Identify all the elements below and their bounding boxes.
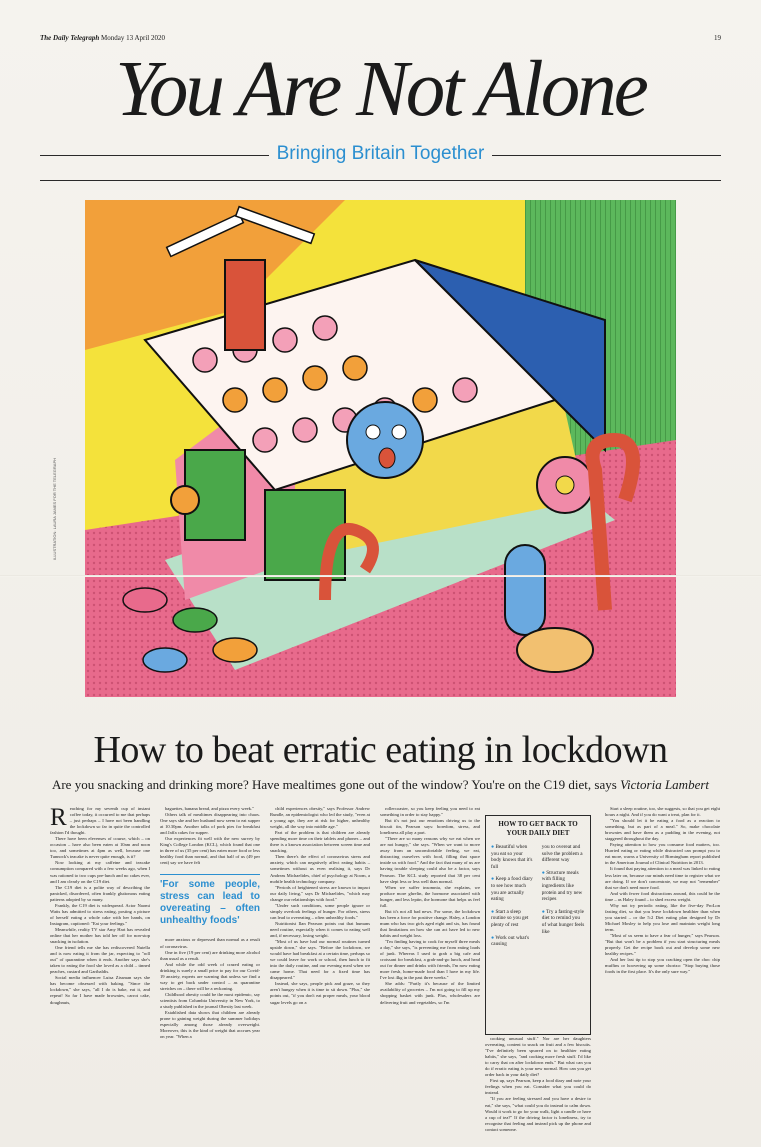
tip-text: Beautiful when you eat so your body knows that it's full: [491, 844, 533, 870]
paragraph: Social media influencer Luisa Zissman says she has become obsessed with baking. "Since the lockdown," she says, "all I do is bake, eat it, and repeat! So far I have made brownies, carrot cake, doughnuts,: [50, 975, 150, 1005]
paragraph: One in five (19 per cent) are drinking more alcohol than usual as a result.: [160, 949, 260, 961]
masthead-subtitle: Bringing Britain Together: [269, 143, 493, 164]
paragraph: baguettes, banana bread, and pizza every week.": [165, 806, 254, 811]
tip-text: Start a sleep routine so you get plenty of rest: [491, 908, 529, 928]
bullet-icon: ●: [491, 844, 496, 850]
paragraph: Nutritionist Ilan Pearson points out that humans need routine, especially when it comes to eating well and, if necessary, losing weight.: [270, 920, 370, 938]
tips-box: [485, 815, 591, 1035]
bullet-icon: ●: [491, 934, 496, 941]
paragraph: Our experiences fit well with the new survey by King's College London (KCL), which found that one in three of us (35 per cent) has eaten more food or less healthy food than normal, and that half of us (49 per cent) say we have felt: [160, 836, 261, 866]
paragraph: There have been elevenses of course, which – on occasion – have also been eaten at 10am and noon too, and sometimes at 4pm as well, because one Tunnock's teacake is never quite enough, is it?: [50, 836, 150, 860]
paragraph: more anxious or depressed than normal as a result of coronavirus.: [160, 937, 260, 949]
paragraph: "If you are feeling stressed and you have a desire to eat," she says, "what could you do instead to calm down. Would it work to go for your walk, light a candle or have a cup of tea?" If the driving factor is loneliness, try to recognise that feeling and instead pick up the phone and contact someone.: [485, 1096, 591, 1132]
tip-item: [542, 844, 585, 864]
tip-item: [491, 935, 534, 948]
bullet-icon: ●: [541, 908, 547, 915]
column-3: [270, 806, 370, 1106]
paragraph: "Most of us seem to have a fear of hunger," says Pearson. "But that won't be a problem if you start structuring meals properly. Get the recipe book out and develop some new healthy recipes.": [605, 932, 720, 957]
standfirst-text: Are you snacking and drinking more? Have mealtimes gone out of the window? You're on the C19 diet, says: [51, 777, 617, 792]
paragraph: And her last tip to stop you cracking open the choc chip muffins or hoovering up some chorizo: "Stop buying those foods in the first place. It's the only sure way.": [605, 957, 720, 975]
paper-name: The Daily Telegraph: [40, 34, 100, 42]
paragraph: "Periods of heightened stress are known to impact our daily living," says Dr Michaelides, "which may change our relationships with food.": [270, 884, 370, 902]
tips-column-left: [491, 844, 534, 954]
tip-item: [542, 870, 585, 903]
subtitle-rule: [40, 180, 721, 181]
paragraph: Others talk of mealtimes disappearing into chaos. One says she and her husband now seem to eat supper at 10.30pm. Another talks of pork pies for breakfast and Jaffa cakes for supper.: [160, 812, 260, 836]
column-6: [605, 806, 720, 1106]
masthead-subtitle-wrap: [0, 143, 761, 165]
paragraph: "You should let it be eating a food as a reaction to something, but as part of a meal." So, make chocolate brownies and have them as a pudding in the evening, not staggered throughout the day.: [605, 818, 720, 842]
article-standfirst: [40, 777, 721, 793]
issue-date: Monday 13 April 2020: [101, 34, 165, 42]
paragraph: Paying attention to how you consume food matters, too. Hurried eating or eating while distracted can prompt you to eat more, warns a University of Birmingham report published in the American Journal of Clinical Nutrition in 2013.: [605, 842, 720, 866]
column-4: [380, 806, 480, 1106]
paragraph: Why not try periodic eating, like the five-day ProLon fasting diet, so that you leave lockdown healthier than when you started – or the 5:2 Diet eating plan designed by Dr Michael Mosley to help you lose and maintain weight long term.: [605, 902, 720, 932]
tip-text: you to overeat and solve the problem a different way: [541, 844, 583, 864]
cookie: [517, 628, 593, 672]
gingerbread-man: [171, 486, 199, 514]
page-fold: [0, 575, 761, 577]
chimney: [225, 260, 265, 350]
paragraph: Frankly, the C19 diet is widespread. Actor Naomi Watts has admitted to stress eating, posting a picture of herself eating a whole cake with her hands, on Instagram, captioned: "Eat your feelings.": [50, 902, 150, 926]
paragraph: She adds: "Partly it's because of the limited availability of groceries – I'm not going to fill up my shopping basket with junk. Plus, wholesalers are delivering fruit and vegetables, so I'm: [380, 981, 480, 1005]
paragraph: eaching for my seventh cup of instant coffee today, it occurred to me that perhaps – just perhaps – I have not been handling the lockdown so far in quite the controlled fashion I'd thought.: [50, 806, 150, 836]
column-5: [485, 1036, 591, 1132]
article-headline: How to beat erratic eating in lockdown: [93, 729, 668, 771]
gingerbread-house-illustration: [85, 200, 676, 697]
tip-item: [491, 909, 534, 929]
paragraph: It found that paying attention to a meal was linked to eating less later on, because our minds need time to register what we are doing. If we don't concentrate, we may not "remember" that we don't need more food.: [605, 866, 720, 890]
paragraph: Childhood obesity could be the most epidemic, say scientists from Columbia University in New York, to a study published in the journal Obesity last week.: [160, 991, 260, 1009]
paragraph: child experiences obesity," says Professor Andrew Rundle, an epidemiologist who led the study, "even at a young age, they are at risk for higher, unhealthy weight, all the way into middle age.": [270, 806, 370, 830]
drop-cap: R: [50, 804, 67, 831]
paragraph: Now looking at my caffeine and teacake consumption compared with a few weeks ago, when I was rationed to two cups pre-lunch and no cakes ever, and I am clearly on the C19 diet.: [50, 860, 150, 884]
masthead: [40, 40, 721, 152]
illustration-svg: [85, 200, 676, 697]
pull-quote: 'For some people, stress can lead to overeating – often unhealthy foods': [160, 874, 260, 927]
paragraph: Part of the problem is that children are already spending more time on their tablets and phones – and there is a known association between screen time and snacking.: [270, 830, 370, 854]
paragraph: "Most of us have had our normal routines turned upside down," she says. "Before the lockdown, we would have had breakfast at a certain time, perhaps so we could leave for work or school, then lunch to fit into the daily routine, and our evening meal when we came home. That need for a fixed time has disappeared.": [270, 939, 370, 981]
column-2: [160, 806, 260, 1106]
paragraph: rollercoaster, so you keep feeling you need to eat something in order to stay happy.": [380, 806, 480, 818]
paragraph: cooking unusual stuff." Nor are her daughters overeating, content to snack on fruit and a few biscuits. "I've definitely been spurred on to healthier eating habits," she says, "and cooking more fresh stuff. I'd like to carry that on after lockdown ends." But what can you do if erratic eating is your new normal. How can you get order back in your daily diet?: [485, 1036, 591, 1078]
paragraph: Meanwhile, reality TV star Amy Hart has revealed online that her mother has told her off for non-stop snacking in isolation.: [50, 926, 150, 945]
column-1: [50, 806, 150, 1106]
tip-text: Structure meals with filling ingredients like protein and try new recipes: [541, 869, 583, 903]
paragraph: "I'm finding having to cook for myself three meals a day," she says, "is preventing me from eating loads of junk. Whereas I used to grab a big cafe and croissant for breakfast, a grab-and-go lunch, and head out for dinner and drinks with friends, I'm now eating more fresh, home-made food than I have in my life. I've lost 4kg in the past three weeks.": [380, 939, 480, 981]
masthead-title: You Are Not Alone: [115, 46, 646, 133]
tip-text: Work out what's causing: [491, 934, 529, 948]
bullet-icon: ●: [541, 869, 547, 876]
bullet-icon: ●: [491, 908, 496, 915]
paragraph: Instead, she says, people pick and graze, so they aren't hungry when it is time to sit down. "Plus," she points out, "if you don't eat proper meals, your blood sugar levels go on a: [270, 981, 370, 1005]
blue-door: [505, 545, 545, 635]
paragraph: But it's not all bad news. For some, the lockdown has been a force for positive change. Haley, a London mum who has two girls aged eight and six, has found that limitations on how she can act have led to new habits and weight loss.: [380, 908, 480, 938]
paragraph: The C19 diet is a polite way of describing the panicked, disordered, often frankly gluttonous eating patterns adopted by so many.: [50, 884, 150, 902]
paragraph: And while the odd week of crazed eating or drinking is surely a small price to pay for our Covid-19 anxiety, experts are warning that unless we find a way to get back under control – as quarantine stretches on – there will be a reckoning.: [160, 961, 260, 991]
article-body: [50, 804, 725, 1132]
paragraph: Established data shows that children are already prone to gaining weight during the summer holidays especially among those already overweight. Moreover, this is the kind of weight that accrues year on year. "When a: [160, 1010, 260, 1040]
paragraph: And with fewer food distractions around, this could be the time – as Haley found – to shed excess weight.: [605, 890, 720, 902]
author-name: Victoria Lambert: [620, 777, 710, 792]
paragraph: When we suffer insomnia, she explains, we produce more ghrelin, the hormone associated with hunger, and less leptin, the hormone that helps us feel full.: [380, 884, 480, 908]
paragraph: First up, says Pearson, keep a food diary and note your feelings when you eat. Consider what you could do instead.: [485, 1078, 591, 1096]
paragraph: "Under such conditions, some people ignore or simply overlook feelings of hunger. For others, stress can lead to overeating – often unhealthy foods.": [270, 902, 370, 920]
paragraph: One friend tells me she has rediscovered Nutella and is now eating it from the jar, expecting to "roll out" of quarantine when it ends. Another says she's taken to eating the food she loved as a child – tinned peaches, custard and Garibaldis.: [50, 945, 150, 975]
tips-box-title: HOW TO GET BACK TO YOUR DAILY DIET: [498, 820, 578, 837]
paragraph: But it's not just our emotions driving us to the biscuit tin, Pearson says: boredom, stress, and loneliness all play a part.: [380, 818, 480, 836]
tip-item: [491, 876, 534, 902]
paragraph: Start a sleep routine, too, she suggests, so that you get eight hours a night. And if you do want a treat, plan for it.: [605, 806, 720, 818]
illustration-credit: ILLUSTRATION: LAURA JAMES FOR THE TELEGRAPH: [52, 457, 57, 560]
tip-text: Try a fasting-style diet to remind you of what hunger feels like: [541, 908, 585, 935]
tip-item: [491, 844, 534, 870]
tip-text: Keep a food diary to see how much you are actually eating: [491, 876, 533, 903]
page-number: 19: [714, 34, 721, 42]
bullet-icon: ●: [491, 876, 496, 883]
tips-column-right: [542, 844, 585, 954]
tips-list: [491, 844, 585, 954]
paragraph: "There are so many reasons why we eat when we are not hungry," she says. "When we want to move away from an uncomfortable feeling, we eat, distracting ourselves with food, filling that space inside us with food." And the fact that many of us are having trouble sleeping could also be a factor, says Pearson. The KCL study reported that 38 per cent have slept less or less well than normal.: [380, 836, 480, 884]
paragraph: Then there's the effect of coronavirus stress and anxiety, which can negatively affect eating habits – sometimes without us even realising it, says Dr Andreas Michaelides, chief of psychology at Noom, a mobile health technology company.: [270, 854, 370, 884]
tip-item: [542, 909, 585, 935]
